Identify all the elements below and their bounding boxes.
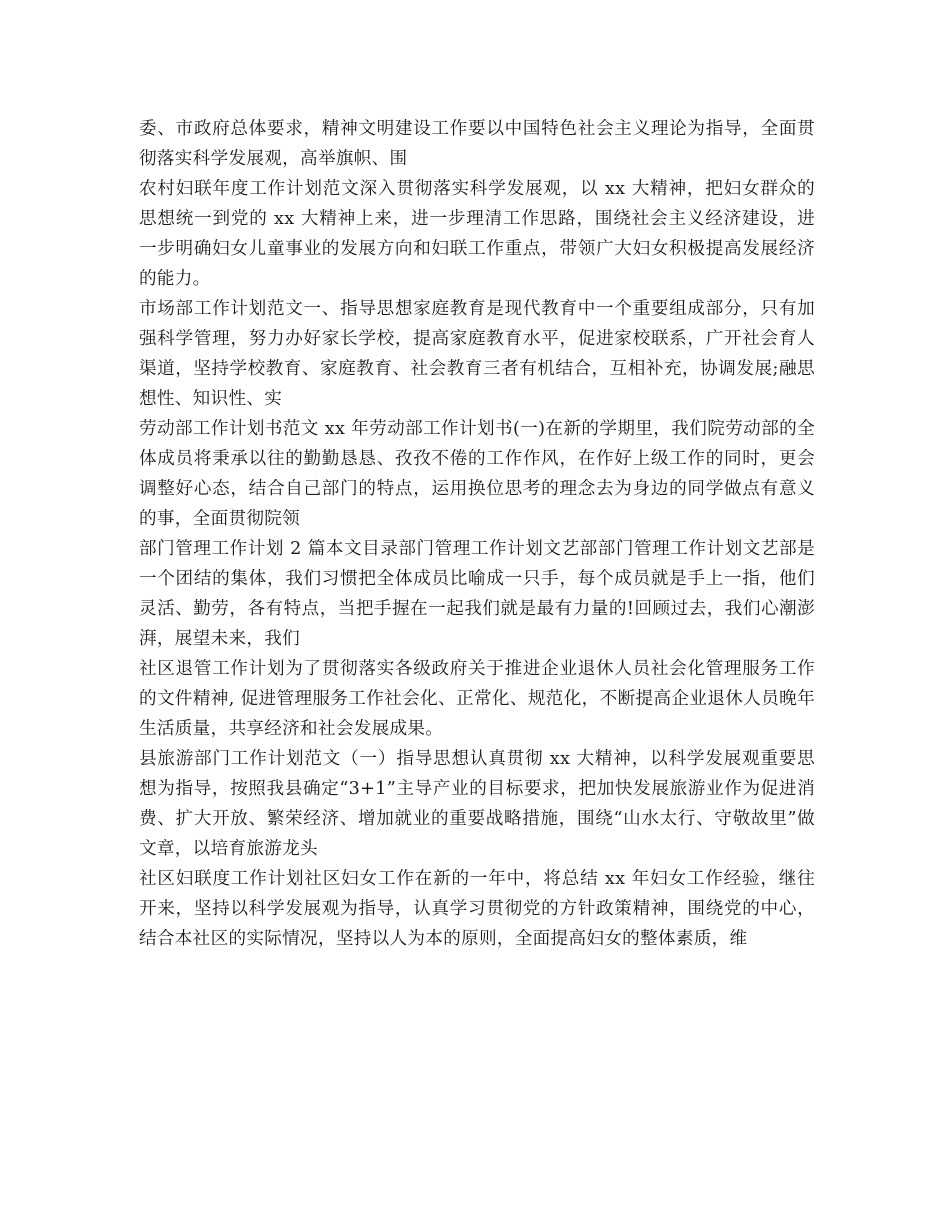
paragraph: 部门管理工作计划 2 篇本文目录部门管理工作计划文艺部部门管理工作计划文艺部是一个团结的集体，我们习惯把全体成员比喻成一只手，每个成员就是手上一指，他们灵活、勤劳，各有特点，当把手握在一起我们就是最有力量的!回顾过去，我们心潮澎湃，展望未来，我们 — [139, 539, 815, 649]
paragraph: 农村妇联年度工作计划范文深入贯彻落实科学发展观，以 xx 大精神，把妇女群众的思想统一到党的 xx 大精神上来，进一步理清工作思路，围绕社会主义经济建设，进一步明确妇女儿童事业的发展方向和妇联工作重点，带领广大妇女积极提高发展经济的能力。 — [139, 179, 815, 289]
paragraph: 社区妇联度工作计划社区妇女工作在新的一年中，将总结 xx 年妇女工作经验，继往开来，坚持以科学发展观为指导，认真学习贯彻党的方针政策精神，围绕党的中心，结合本社区的实际情况，坚持以人为本的原则，全面提高妇女的整体素质，维 — [139, 869, 815, 949]
paragraph: 劳动部工作计划书范文 xx 年劳动部工作计划书(一)在新的学期里，我们院劳动部的全体成员将秉承以往的勤勤恳恳、孜孜不倦的工作作风，在作好上级工作的同时，更会调整好心态，结合自己部门的特点，运用换位思考的理念去为身边的同学做点有意义的事，全面贯彻院领 — [139, 419, 815, 529]
paragraph: 市场部工作计划范文一、指导思想家庭教育是现代教育中一个重要组成部分，只有加强科学管理，努力办好家长学校，提高家庭教育水平，促进家校联系，广开社会育人渠道，坚持学校教育、家庭教育、社会教育三者有机结合，互相补充，协调发展;融思想性、知识性、实 — [139, 299, 815, 409]
paragraph: 县旅游部门工作计划范文（一）指导思想认真贯彻 xx 大精神，以科学发展观重要思想为指导，按照我县确定“3+1”主导产业的目标要求，把加快发展旅游业作为促进消费、扩大开放、繁荣经济、增加就业的重要战略措施，围绕“山水太行、守敬故里”做文章，以培育旅游龙头 — [139, 749, 815, 859]
paragraph: 委、市政府总体要求，精神文明建设工作要以中国特色社会主义理论为指导，全面贯彻落实科学发展观，高举旗帜、围 — [139, 119, 815, 169]
paragraph: 社区退管工作计划为了贯彻落实各级政府关于推进企业退休人员社会化管理服务工作的文件精神, 促进管理服务工作社会化、正常化、规范化，不断提高企业退休人员晚年生活质量，共享经济和社会发展成果。 — [139, 659, 815, 739]
document-body — [139, 114, 815, 954]
